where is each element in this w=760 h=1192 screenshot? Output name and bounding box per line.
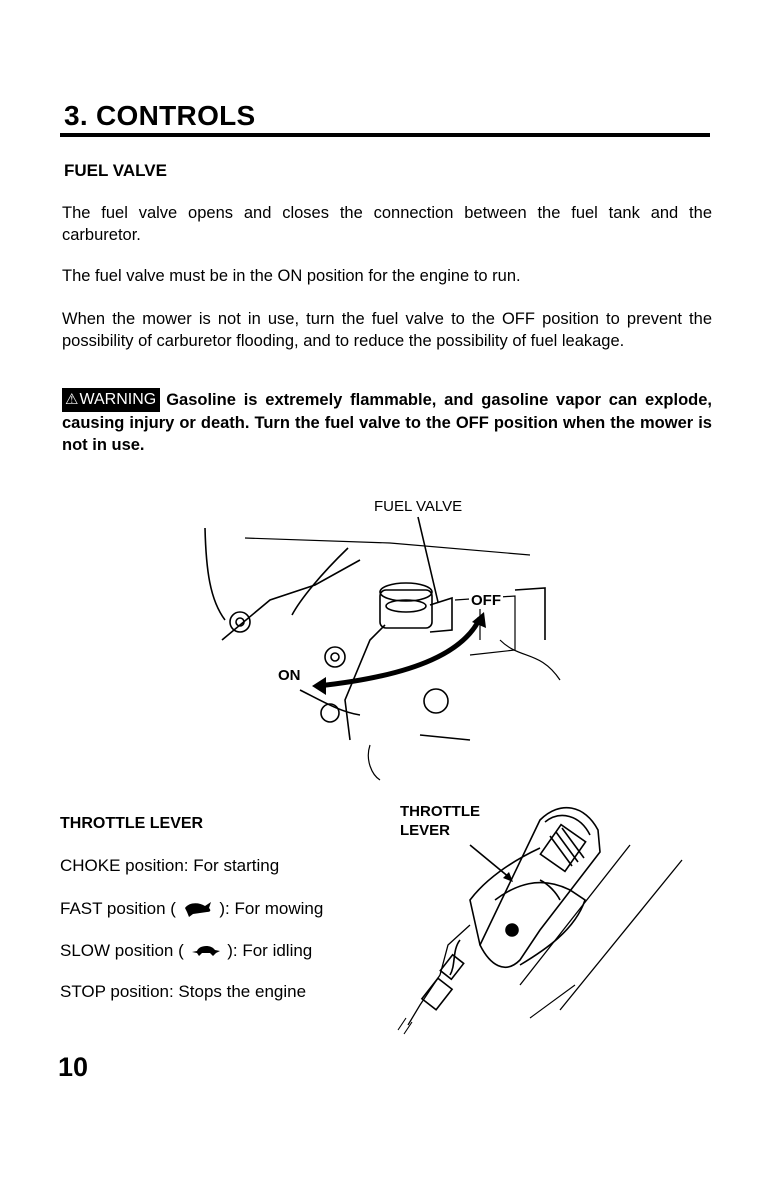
fuel-valve-heading: FUEL VALVE: [64, 161, 167, 180]
off-position-label: OFF: [471, 592, 501, 609]
fast-position-text: FAST position ( ): For mowing: [60, 899, 324, 918]
stop-position-text: STOP position: Stops the engine: [60, 982, 307, 1001]
throttle-lever-heading: THROTTLE LEVER: [60, 815, 204, 832]
fuel-valve-paragraph-1: The fuel valve opens and closes the connection between the fuel tank and the carburetor.: [62, 204, 712, 244]
page-number: 10: [58, 1052, 89, 1082]
fuel-valve-figure-label: FUEL VALVE: [374, 498, 463, 515]
fuel-valve-paragraph-3: When the mower is not in use, turn the fuel valve to the OFF position to prevent the possibility of carburetor flooding, and to reduce the possibility of fuel leakage.: [62, 310, 712, 350]
warning-triangle-icon: ⚠: [65, 391, 79, 408]
choke-position-text: CHOKE position: For starting: [60, 856, 280, 875]
warning-text: Gasoline is extremely flammable, and gasoline vapor can explode, causing injury or death. Turn the fuel valve to the OFF position when the mower is not in use.: [62, 391, 712, 454]
throttle-lever-figure-label: THROTTLE LEVER: [400, 803, 480, 839]
section-title: 3. CONTROLS: [64, 100, 256, 131]
fuel-valve-paragraph-2: The fuel valve must be in the ON position for the engine to run.: [62, 267, 521, 285]
warning-badge: ⚠WARNING: [62, 388, 160, 412]
on-position-label: ON: [278, 667, 301, 684]
slow-position-text: SLOW position ( ): For idling: [60, 941, 313, 960]
